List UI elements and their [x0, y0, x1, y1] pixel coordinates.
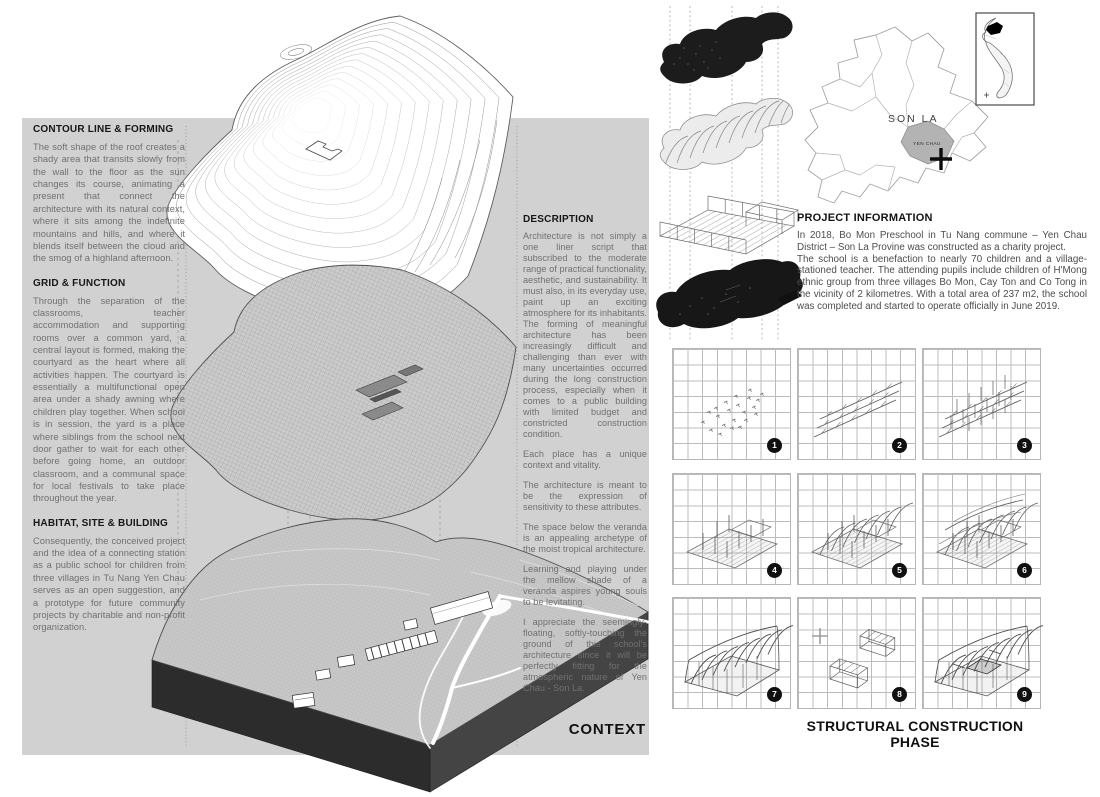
province-label: SON LA [888, 113, 939, 125]
ribbed-roof-layer [660, 91, 805, 170]
phase-cell-9 [922, 597, 1041, 709]
project-info-heading: PROJECT INFORMATION [797, 212, 933, 224]
roof-shape-layer [660, 12, 792, 83]
structural-wireframe-layer [660, 196, 798, 254]
description-paragraph: The space below the veranda is an appealing archetype of the moist tropical architecture. [523, 522, 647, 554]
section-body-contour: The soft shape of the roof creates a shady area that transits slowly from the wall to the floor as the sun changes its course, animating a present that connect the architecture with its natural context, where it sits among the indefinite mountains and hills, and where it blends itself between the cloud and the smog of a highland afternoon. [33, 142, 185, 264]
phase-number-badge: 8 [892, 687, 907, 702]
assembled-building-layer [656, 259, 803, 328]
description-paragraph: I appreciate the seemingly-floating, softly-touching the ground of this school's architecture since it will be perfectly fitting for the atmospheric nature of Yen Chau - Son La. [523, 617, 647, 693]
phase-cell-5 [797, 473, 916, 585]
phase-cell-8 [797, 597, 916, 709]
section-heading-grid: GRID & FUNCTION [33, 277, 126, 289]
section-body-habitat: Consequently, the conceived project and the idea of a connecting station as a public school for children from three villages in Tu Nang Yen Chau serves as an open suggestion, and a prototype for future community projects by charitable and non-profit organization. [33, 535, 185, 633]
section-heading-habitat: HABITAT, SITE & BUILDING [33, 517, 168, 529]
vietnam-inset-map [976, 13, 1034, 105]
description-column [523, 214, 647, 703]
project-info-paragraph: The school is a benefaction to nearly 70 children and a village-stationed teacher. The attending pupils include children of H'Mong ethnic group from three villages Bo Mon, Cay Ton and Co Tong in the vicinity of 2 kilometres. With a total area of 237 m2, the school was completed and started to operate officially in June 2019. [797, 253, 1087, 312]
left-text-column [33, 124, 185, 644]
district-label: YEN CHAU [913, 141, 941, 146]
phase-number-badge: 2 [892, 438, 907, 453]
exploded-axonometric-diagram [650, 2, 805, 347]
phase-number-badge: 5 [892, 563, 907, 578]
phase-number-badge: 6 [1017, 563, 1032, 578]
phase-cell-1 [672, 348, 791, 460]
structural-phase-title: STRUCTURAL CONSTRUCTION PHASE [806, 718, 1024, 750]
project-information [797, 212, 1087, 312]
phase-cell-4 [672, 473, 791, 585]
description-paragraph: The architecture is meant to be the expression of sensitivity to these attributes. [523, 480, 647, 512]
description-paragraph: Each place has a unique context and vitality. [523, 449, 647, 470]
phase-cell-6 [922, 473, 1041, 585]
phase-number-badge: 9 [1017, 687, 1032, 702]
phase-number-badge: 7 [767, 687, 782, 702]
project-info-paragraph: In 2018, Bo Mon Preschool in Tu Nang commune – Yen Chau District – Son La Provine was constructed as a charity project. [797, 230, 1087, 253]
phase-cell-7 [672, 597, 791, 709]
phase-cell-3 [922, 348, 1041, 460]
phase-number-badge: 4 [767, 563, 782, 578]
phase-number-badge: 1 [767, 438, 782, 453]
phase-cell-2 [797, 348, 916, 460]
description-heading: DESCRIPTION [523, 214, 594, 225]
description-paragraph: Learning and playing under the mellow shade of a veranda aspires young souls to be levitating. [523, 564, 647, 607]
context-title: CONTEXT [568, 721, 646, 738]
section-heading-contour: CONTOUR LINE & FORMING [33, 124, 174, 135]
phase-number-badge: 3 [1017, 438, 1032, 453]
location-map [800, 5, 1045, 215]
grid-mesh-layer [171, 265, 516, 520]
section-body-grid: Through the separation of the classrooms, teacher accommodation and supporting rooms over a common yard, a central layout is formed, making the courtyard as the heart where all activities happen. The courtyard is essentially a multifunctional open area under a shady awning where children play together. When school is in session, the yard is a place where siblings from the school next door gather to wait for each other before going home, an outdoor classroom, and a communal space for local festivals to take place throughout the year. [33, 295, 185, 504]
description-paragraph: Architecture is not simply a one liner script that subscribed to the moderate range of practical functionality, aesthetic, and sustainability. It must also, in its everyday use, paint up an exciting atmosphere for its inhabitants. The forming of meaningful architecture has been increasingly difficult and challenging than ever with many uncertainties occurred during the long construction process, especially when it comes to a public building with limited budget and constricted construction condition. [523, 231, 647, 439]
